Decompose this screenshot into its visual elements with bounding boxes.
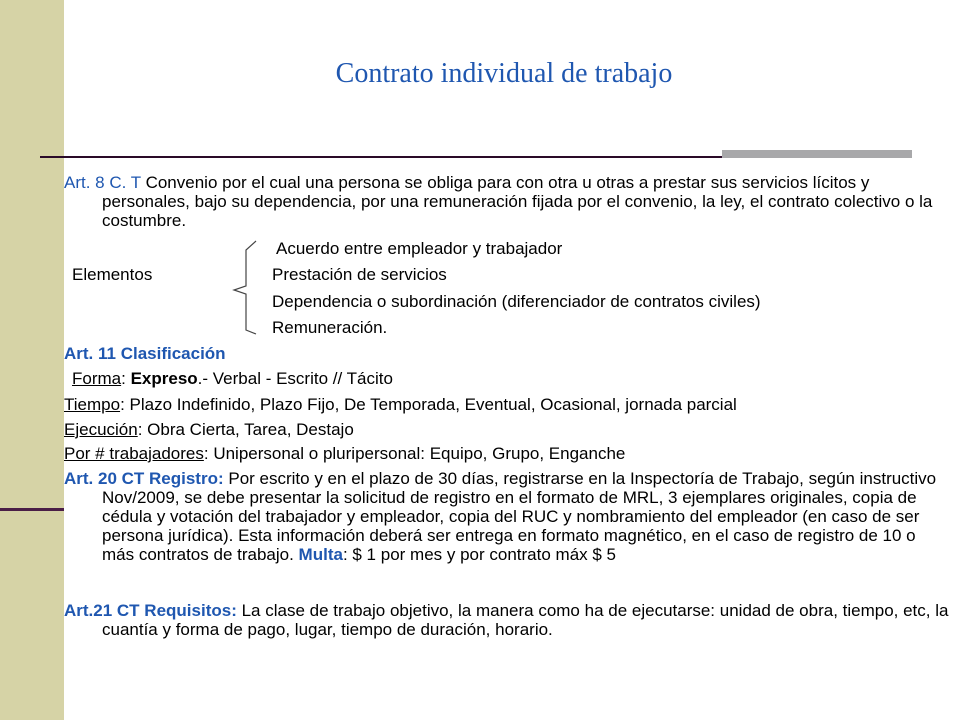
art8-paragraph <box>64 173 950 230</box>
ejecucion-label: Ejecución <box>64 420 138 439</box>
elementos-item-4: Remuneración. <box>272 318 388 337</box>
forma-line <box>72 369 920 388</box>
elementos-item-1: Acuerdo entre empleador y trabajador <box>276 239 563 258</box>
elementos-item-3: Dependencia o subordinación (diferenciador de contratos civiles) <box>272 292 761 311</box>
forma-strong: Expreso <box>130 369 198 388</box>
trabajadores-line <box>64 444 912 463</box>
art21-text: La clase de trabajo objetivo, la manera como ha de ejecutarse: unidad de obra, tiempo, etc, la cuantía y forma de pago, lugar, tiempo de duración, horario. <box>102 601 949 639</box>
art20-label: Art. 20 CT Registro: <box>64 469 224 488</box>
art11-heading <box>64 344 912 363</box>
art11-label: Art. 11 Clasificación <box>64 344 226 363</box>
forma-label: Forma <box>72 369 122 388</box>
ejecucion-line <box>64 420 912 439</box>
tiempo-label: Tiempo <box>64 395 121 414</box>
art8-text: Convenio por el cual una persona se obliga para con otra u otras a prestar sus servicios lícitos y personales, bajo su dependencia, por una remuneración fijada por el convenio, la ley, el contrato colectivo o la costumbre. <box>102 173 933 230</box>
tiempo-rest: : Plazo Indefinido, Plazo Fijo, De Temporada, Eventual, Ocasional, jornada parcial <box>120 395 737 414</box>
art8-label: Art. 8 C. T <box>64 173 141 192</box>
forma-sep: : <box>121 369 131 388</box>
multa-label: Multa <box>298 545 343 564</box>
elementos-label: Elementos <box>72 265 153 284</box>
trabajadores-rest: : Unipersonal o pluripersonal: Equipo, Grupo, Enganche <box>203 444 626 463</box>
elementos-item-2: Prestación de servicios <box>272 265 447 284</box>
multa-text: : $ 1 por mes y por contrato máx $ 5 <box>342 545 617 564</box>
art20-paragraph <box>64 469 950 564</box>
slide-title: Contrato individual de trabajo <box>335 58 673 89</box>
ejecucion-rest: : Obra Cierta, Tarea, Destajo <box>137 420 354 439</box>
forma-rest: .- Verbal - Escrito // Tácito <box>197 369 393 388</box>
art21-paragraph <box>64 601 950 639</box>
trabajadores-label: Por # trabajadores <box>64 444 204 463</box>
elementos-bracket <box>228 238 268 338</box>
tiempo-line <box>64 395 912 414</box>
art21-label: Art.21 CT Requisitos: <box>64 601 237 620</box>
art20-text: Por escrito y en el plazo de 30 días, registrarse en la Inspectoría de Trabajo, según instructivo Nov/2009, se debe presentar la solicitud de registro en el formato de MRL, 3 ejemplares originales, copia de cédula y votación del trabajador y empleador, copia del RUC y nombramiento del empleador (en caso de ser persona jurídica). Esta información deberá ser entrega en formato magnético, en el caso de registro de 10 o más contratos de trabajo. <box>102 469 937 564</box>
